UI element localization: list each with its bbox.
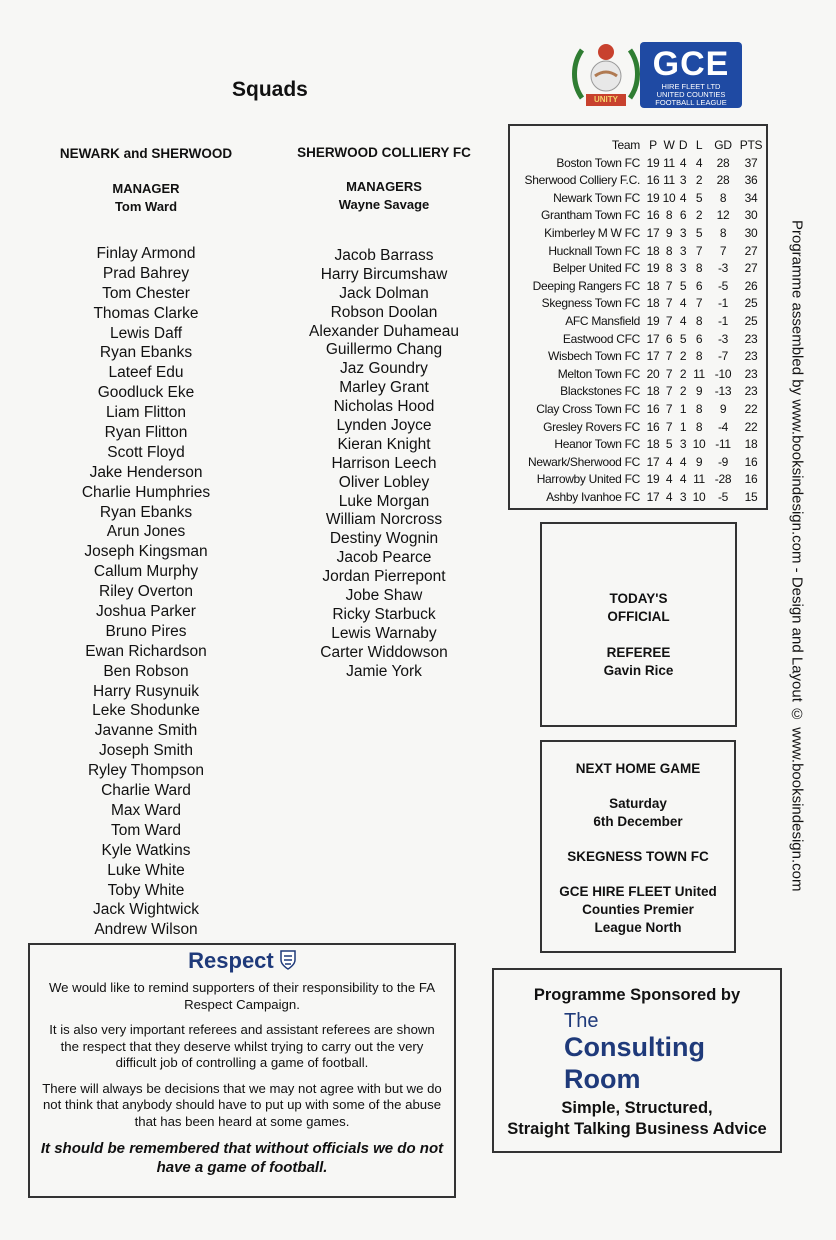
league-row: [510, 172, 766, 190]
cell-points: 25: [744, 296, 758, 311]
player-name: Ryan Ebanks: [99, 344, 193, 362]
cell-played: 16: [646, 173, 660, 188]
player-name: Jobe Shaw: [345, 587, 423, 605]
player-name: Ryan Flitton: [104, 424, 188, 442]
cell-lost: 10: [692, 437, 706, 452]
cell-drawn: 2: [679, 384, 687, 399]
player-name: Liam Flitton: [105, 404, 187, 422]
cell-drawn: 3: [679, 490, 687, 504]
cell-goal-diff: -1: [717, 296, 729, 311]
cell-points: 23: [744, 349, 758, 364]
cell-played: 19: [646, 155, 660, 170]
cell-won: 10: [662, 190, 676, 205]
official-heading-2: OFFICIAL: [607, 609, 670, 624]
header-drawn: D: [678, 138, 688, 152]
league-row: [510, 489, 766, 507]
cell-goal-diff: -3: [717, 261, 729, 276]
player-name: Callum Murphy: [93, 563, 199, 581]
cell-won: 7: [665, 296, 673, 311]
player-name: Harrison Leech: [331, 454, 437, 472]
cell-team: Grantham Town FC: [540, 208, 640, 223]
cell-drawn: 4: [679, 190, 687, 205]
fa-crest-icon: [280, 950, 296, 970]
cell-lost: 5: [695, 190, 703, 205]
cell-played: 17: [646, 226, 660, 240]
cell-team: Clay Cross Town FC: [536, 402, 640, 416]
player-name: Prad Bahrey: [102, 264, 190, 282]
cell-team: Eastwood CFC: [562, 331, 640, 346]
cell-goal-diff: -5: [717, 490, 729, 504]
league-row: [510, 260, 766, 278]
respect-heading: [30, 948, 454, 973]
league-header-row: [510, 137, 766, 155]
next-game-league-2: Counties Premier: [582, 902, 694, 917]
cell-team: Boston Town FC: [556, 155, 640, 170]
respect-box: [28, 943, 456, 1198]
cell-drawn: 4: [679, 314, 687, 328]
cell-points: 23: [744, 384, 758, 399]
cell-won: 9: [665, 226, 673, 240]
cell-lost: 8: [695, 314, 703, 328]
cell-won: 7: [665, 366, 673, 381]
next-game-day: Saturday: [609, 796, 667, 811]
cell-won: 4: [665, 490, 673, 504]
away-team-name: SHERWOOD COLLIERY FC: [297, 145, 471, 160]
cell-lost: 7: [695, 243, 703, 258]
next-game-date: 6th December: [593, 814, 683, 829]
player-name: Jacob Barrass: [334, 247, 434, 264]
league-row: [510, 207, 766, 225]
player-name: Ryley Thompson: [87, 762, 204, 780]
logo-line-1: HIRE FLEET LTD: [661, 82, 721, 91]
cell-drawn: 3: [679, 437, 687, 452]
cell-points: 30: [744, 226, 758, 240]
header-lost: L: [695, 138, 703, 152]
cell-points: 30: [744, 208, 758, 223]
player-name: Thomas Clarke: [93, 304, 199, 322]
player-name: Lateef Edu: [108, 364, 184, 382]
cell-won: 8: [665, 208, 673, 223]
cell-goal-diff: -13: [714, 384, 732, 399]
cell-points: 36: [744, 173, 758, 188]
referee-label: REFEREE: [606, 645, 671, 660]
referee-name: Gavin Rice: [603, 663, 674, 678]
cell-points: 27: [744, 243, 758, 258]
cell-lost: 9: [695, 384, 703, 399]
sponsor-tagline: [494, 1098, 780, 1140]
player-name: Jamie York: [346, 662, 422, 680]
league-row: [510, 401, 766, 419]
header-won: W: [663, 138, 675, 152]
cell-won: 7: [665, 419, 673, 434]
league-row: [510, 331, 766, 349]
cell-goal-diff: -28: [714, 472, 732, 487]
home-manager-name: Tom Ward: [114, 199, 178, 214]
cell-goal-diff: -1: [717, 314, 729, 328]
cell-won: 8: [665, 243, 673, 258]
cell-team: Sherwood Colliery F.C.: [524, 173, 640, 188]
player-name: Harry Bircumshaw: [320, 265, 448, 283]
cell-won: 7: [665, 384, 673, 399]
logo-line-3: FOOTBALL LEAGUE: [655, 98, 727, 107]
cell-goal-diff: 28: [716, 173, 730, 188]
cell-points: 37: [744, 155, 758, 170]
cell-goal-diff: -9: [717, 454, 729, 469]
player-name: Luke Morgan: [338, 492, 430, 510]
cell-team: Gresley Rovers FC: [543, 419, 640, 434]
cell-points: 34: [744, 190, 758, 205]
player-name: Jaz Goundry: [340, 360, 428, 378]
league-row: [510, 190, 766, 208]
cell-won: 7: [665, 349, 673, 364]
official-heading-1: TODAY'S: [609, 591, 668, 606]
player-name: Riley Overton: [99, 583, 193, 601]
league-row: [510, 471, 766, 489]
league-row: [510, 454, 766, 472]
player-name: Marley Grant: [339, 379, 429, 397]
player-name: Max Ward: [110, 801, 182, 819]
cell-team: Deeping Rangers FC: [532, 278, 640, 293]
cell-drawn: 5: [679, 331, 687, 346]
player-name: Joseph Kingsman: [84, 543, 208, 561]
cell-goal-diff: -3: [717, 331, 729, 346]
sponsor-heading: Programme Sponsored by: [533, 986, 741, 1004]
cell-won: 7: [665, 314, 673, 328]
player-name: Goodluck Eke: [97, 384, 195, 402]
next-game-league-3: League North: [594, 920, 682, 935]
player-name: Tom Ward: [110, 821, 182, 839]
league-row: [510, 243, 766, 261]
cell-drawn: 4: [679, 472, 687, 487]
cell-team: Skegness Town FC: [541, 296, 640, 311]
player-name: Lynden Joyce: [336, 417, 432, 435]
cell-goal-diff: 8: [719, 190, 727, 205]
player-name: Charlie Humphries: [81, 483, 211, 501]
cell-played: 18: [646, 296, 660, 311]
logo-ribbon: UNITY: [594, 95, 618, 104]
cell-lost: 2: [695, 173, 703, 188]
cell-drawn: 3: [679, 243, 687, 258]
sponsor-tagline-1: Simple, Structured,: [561, 1099, 713, 1117]
player-name: Jack Wightwick: [93, 901, 199, 919]
player-name: Ewan Richardson: [85, 642, 207, 660]
league-table: [508, 124, 768, 510]
cell-drawn: 1: [679, 419, 687, 434]
cell-goal-diff: 9: [719, 402, 727, 416]
sponsor-name-the: The: [564, 1010, 599, 1032]
league-row: [510, 383, 766, 401]
cell-points: 26: [744, 278, 758, 293]
cell-drawn: 3: [679, 226, 687, 240]
cell-lost: 11: [693, 472, 705, 487]
cell-won: 4: [665, 472, 673, 487]
player-name: Carter Widdowson: [320, 643, 448, 661]
logo-text: GCE: [652, 45, 730, 83]
cell-lost: 5: [695, 226, 703, 240]
player-name: Ricky Starbuck: [332, 605, 436, 623]
sponsor-name-1: Consulting: [564, 1032, 705, 1062]
respect-paragraph-1: We would like to remind supporters of their responsibility to the FA Respect Campaign.: [48, 980, 436, 1012]
league-row: [510, 225, 766, 243]
cell-team: Belper United FC: [552, 261, 640, 276]
cell-points: 22: [744, 402, 758, 416]
player-name: Scott Floyd: [107, 443, 185, 461]
cell-drawn: 4: [679, 296, 687, 311]
cell-drawn: 3: [679, 261, 687, 276]
cell-points: 23: [744, 366, 758, 381]
cell-team: Hucknall Town FC: [548, 243, 640, 258]
home-player-list: [40, 244, 252, 940]
respect-closing: It should be remembered that without officials we do not have a game of football.: [40, 1140, 444, 1176]
cell-lost: 8: [695, 402, 703, 416]
cell-goal-diff: -11: [715, 437, 731, 452]
cell-played: 18: [646, 243, 660, 258]
cell-points: 16: [744, 472, 758, 487]
away-manager-label: MANAGERS: [346, 179, 422, 194]
player-name: Oliver Lobley: [338, 473, 430, 491]
cell-played: 17: [646, 490, 660, 504]
cell-points: 18: [744, 437, 758, 452]
cell-lost: 11: [693, 366, 705, 381]
next-game-league-1: GCE HIRE FLEET United: [559, 884, 717, 899]
player-name: Ben Robson: [103, 662, 189, 680]
cell-team: Wisbech Town FC: [548, 349, 640, 364]
cell-played: 19: [646, 472, 660, 487]
player-name: Jordan Pierrepont: [322, 568, 446, 586]
cell-goal-diff: -7: [717, 349, 729, 364]
cell-played: 17: [646, 349, 660, 364]
respect-paragraph-3: There will always be decisions that we may not agree with but we do not think that anybody should have to put up with some of the abuse that has been heard at some games.: [42, 1080, 442, 1129]
cell-points: 25: [744, 314, 758, 328]
league-row: [510, 155, 766, 173]
player-name: Lewis Warnaby: [331, 624, 437, 642]
cell-won: 11: [663, 173, 675, 188]
page-title: Squads: [232, 78, 308, 101]
cell-won: 6: [665, 331, 673, 346]
cell-goal-diff: 12: [716, 208, 730, 223]
cell-drawn: 6: [679, 208, 687, 223]
header-played: P: [649, 138, 657, 152]
respect-title: Respect: [188, 948, 274, 973]
cell-team: Kimberley M W FC: [544, 226, 640, 240]
cell-drawn: 1: [679, 402, 687, 416]
league-row: [510, 313, 766, 331]
cell-lost: 10: [692, 490, 706, 504]
cell-lost: 8: [695, 419, 703, 434]
cell-points: 16: [744, 454, 758, 469]
league-logo: [568, 38, 742, 110]
cell-drawn: 2: [679, 366, 687, 381]
header-goal-diff: GD: [714, 138, 732, 152]
cell-won: 7: [665, 402, 673, 416]
player-name: Jacob Pearce: [336, 549, 432, 567]
cell-played: 18: [646, 384, 660, 399]
cell-won: 8: [665, 261, 673, 276]
home-manager-label: MANAGER: [112, 181, 180, 196]
player-name: Jake Henderson: [89, 463, 203, 481]
cell-drawn: 5: [679, 278, 687, 293]
cell-lost: 8: [695, 349, 703, 364]
cell-played: 19: [646, 261, 660, 276]
away-player-list: [280, 247, 488, 681]
cell-points: 22: [744, 419, 758, 434]
next-home-game-box: [540, 740, 736, 953]
cell-lost: 7: [695, 296, 703, 311]
away-manager-name: Wayne Savage: [338, 197, 430, 212]
player-name: Nicholas Hood: [333, 398, 435, 416]
next-game-opponent: SKEGNESS TOWN FC: [567, 849, 709, 864]
cell-played: 19: [646, 190, 660, 205]
league-row: [510, 295, 766, 313]
cell-goal-diff: -4: [717, 419, 729, 434]
cell-lost: 4: [695, 155, 703, 170]
cell-team: Blackstones FC: [560, 384, 640, 399]
sponsor-tagline-2: Straight Talking Business Advice: [507, 1120, 767, 1138]
todays-official-box: [540, 522, 737, 727]
cell-played: 17: [646, 331, 660, 346]
cell-goal-diff: -5: [717, 278, 729, 293]
player-name: Luke White: [107, 861, 185, 879]
player-name: Robson Doolan: [330, 303, 438, 321]
player-name: William Norcross: [325, 511, 443, 529]
player-name: Joshua Parker: [96, 603, 196, 621]
cell-team: Newark/Sherwood FC: [528, 454, 640, 469]
cell-goal-diff: 28: [716, 155, 730, 170]
cell-won: 4: [665, 454, 673, 469]
cell-points: 27: [744, 261, 758, 276]
cell-team: AFC Mansfield: [565, 314, 640, 328]
player-name: Joseph Smith: [99, 742, 193, 760]
player-name: Charlie Ward: [101, 782, 191, 800]
cell-lost: 6: [695, 331, 703, 346]
design-credit: Programme assembled by www.booksindesign.com - Design and Layout © www.booksindesign.com: [788, 220, 806, 892]
player-name: Kieran Knight: [337, 435, 431, 453]
cell-drawn: 2: [679, 349, 687, 364]
player-name: Arun Jones: [106, 523, 186, 541]
cell-lost: 2: [695, 208, 703, 223]
player-name: Jack Dolman: [339, 284, 429, 302]
logo-badge: [640, 42, 742, 108]
cell-played: 20: [646, 366, 660, 381]
player-name: Finlay Armond: [96, 245, 196, 262]
player-name: Destiny Wognin: [329, 530, 439, 548]
cell-lost: 9: [695, 454, 703, 469]
cell-team: Ashby Ivanhoe FC: [546, 490, 640, 504]
player-name: Toby White: [107, 881, 185, 899]
cell-drawn: 3: [679, 173, 687, 188]
player-name: Andrew Wilson: [94, 921, 198, 939]
league-row: [510, 366, 766, 384]
cell-played: 16: [646, 419, 660, 434]
cell-drawn: 4: [679, 155, 687, 170]
cell-lost: 8: [695, 261, 703, 276]
cell-played: 17: [646, 454, 660, 469]
respect-paragraph-2: It is also very important referees and assistant referees are shown the respect that they deserve whilst trying to carry out the very difficult job of controlling a game of football.: [49, 1022, 435, 1070]
player-name: Leke Shodunke: [92, 702, 200, 720]
cell-played: 18: [646, 278, 660, 293]
cell-team: Harrowby United FC: [536, 472, 640, 487]
player-name: Ryan Ebanks: [99, 503, 193, 521]
cell-drawn: 4: [679, 454, 687, 469]
league-row: [510, 419, 766, 437]
cell-team: Newark Town FC: [553, 190, 640, 205]
cell-played: 19: [646, 314, 660, 328]
cell-won: 7: [665, 278, 673, 293]
cell-points: 15: [744, 490, 758, 504]
cell-goal-diff: 8: [719, 226, 727, 240]
cell-played: 16: [646, 208, 660, 223]
sponsor-name-2: Room: [564, 1064, 641, 1094]
home-team-name: NEWARK and SHERWOOD: [59, 146, 233, 161]
league-row: [510, 278, 766, 296]
cell-won: 5: [665, 437, 673, 452]
player-name: Kyle Watkins: [101, 841, 191, 859]
player-name: Bruno Pires: [105, 622, 187, 640]
cell-played: 18: [646, 437, 660, 452]
player-name: Tom Chester: [102, 284, 190, 302]
header-team: Team: [611, 138, 640, 152]
logo-line-2: UNITED COUNTIES: [656, 90, 726, 99]
cell-goal-diff: 7: [719, 243, 727, 258]
league-row: [510, 436, 766, 454]
player-name: Alexander Duhameau: [309, 322, 459, 340]
cell-won: 11: [663, 155, 675, 170]
sponsor-box: [492, 968, 782, 1153]
header-points: PTS: [739, 138, 763, 152]
cell-team: Heanor Town FC: [554, 437, 640, 452]
player-name: Lewis Daff: [109, 324, 183, 342]
player-name: Guillermo Chang: [325, 341, 443, 359]
player-name: Harry Rusynuik: [93, 682, 199, 700]
cell-points: 23: [744, 331, 758, 346]
cell-lost: 6: [695, 278, 703, 293]
player-name: Javanne Smith: [94, 722, 198, 740]
cell-goal-diff: -10: [714, 366, 732, 381]
cell-team: Melton Town FC: [557, 366, 640, 381]
next-game-heading: NEXT HOME GAME: [575, 761, 701, 776]
league-row: [510, 348, 766, 366]
cell-played: 16: [646, 402, 660, 416]
